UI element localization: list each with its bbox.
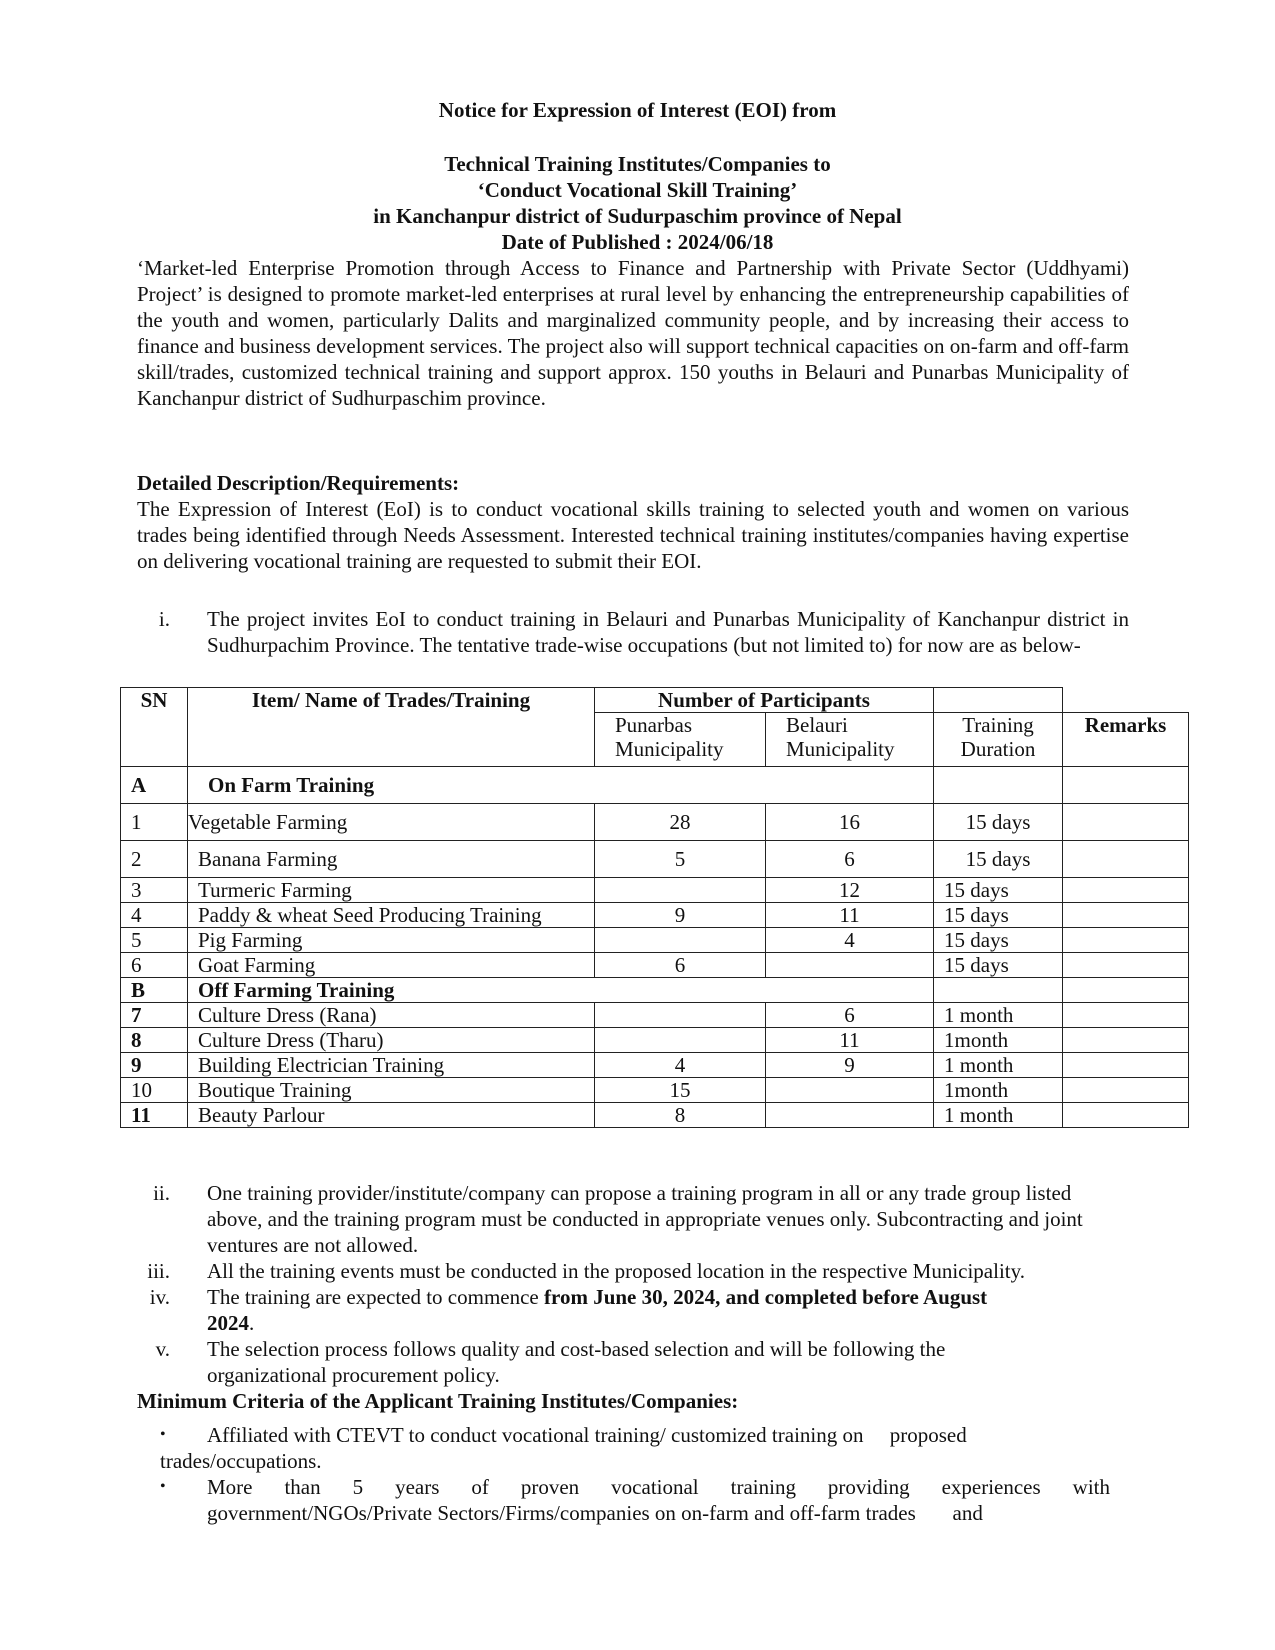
- cell-punarbas: [595, 1003, 766, 1028]
- cell-empty: [1063, 767, 1189, 804]
- cell-punarbas: 8: [595, 1103, 766, 1128]
- section-label: On Farm Training: [188, 767, 934, 804]
- section-sn: B: [121, 978, 188, 1003]
- cell-item: Culture Dress (Tharu): [188, 1028, 595, 1053]
- cell-sn: 7: [121, 1003, 188, 1028]
- cell-remarks: [1063, 1003, 1189, 1028]
- cell-belauri: 11: [766, 903, 934, 928]
- point-text-end: .: [249, 1311, 255, 1335]
- bullet-icon: •: [160, 1426, 166, 1443]
- cell-remarks: [1063, 878, 1189, 903]
- section-row-a: [121, 767, 1189, 804]
- cell-item: Turmeric Farming: [188, 878, 595, 903]
- cell-sn: 9: [121, 1053, 188, 1078]
- intro-paragraph: ‘Market-led Enterprise Promotion through Access to Finance and Partnership with Private Sector (Uddhyami) Project’ is designed to promote market-led enterprises at rural level by enhancing the entrepreneurship capabilities of the youth and women, particularly Dalits and marginalized community people, and by increasing their access to finance and business development services. The project also will support technical capacities on on-farm and off-farm skill/trades, customized technical training and support approx. 150 youths in Belauri and Punarbas Municipality of Kanchanpur district of Sudhurpaschim province.: [137, 256, 1129, 410]
- point-text: The project invites EoI to conduct training in Belauri and Punarbas Municipality of Kanchanpur district in Sudhurpachim Province. The tentative trade-wise occupations (but not limited to) for now are as below-: [207, 607, 1129, 657]
- cell-sn: 4: [121, 903, 188, 928]
- header-belauri: Belauri Municipality: [766, 713, 934, 767]
- notice-title: Notice for Expression of Interest (EOI) from: [438, 98, 837, 122]
- cell-belauri: [766, 1103, 934, 1128]
- cell-punarbas: 4: [595, 1053, 766, 1078]
- cell-duration: 15 days: [934, 841, 1063, 878]
- cell-belauri: 6: [766, 1003, 934, 1028]
- cell-belauri: 16: [766, 804, 934, 841]
- table-row: [121, 1028, 1189, 1053]
- detailed-heading: Detailed Description/Requirements:: [137, 471, 460, 495]
- criteria-line: trades/occupations.: [160, 1449, 322, 1473]
- section-sn: A: [121, 767, 188, 804]
- cell-item: Goat Farming: [188, 953, 595, 978]
- cell-remarks: [1063, 1028, 1189, 1053]
- point-text: [207, 1284, 1027, 1336]
- header-blank: [934, 688, 1063, 713]
- cell-belauri: [766, 1078, 934, 1103]
- cell-duration: 1 month: [934, 1053, 1063, 1078]
- cell-item: Vegetable Farming: [188, 804, 595, 841]
- criteria-line: Affiliated with CTEVT to conduct vocational training/ customized training on proposed: [207, 1423, 967, 1447]
- bullet-icon: •: [160, 1478, 166, 1495]
- cell-remarks: [1063, 1053, 1189, 1078]
- cell-sn: 3: [121, 878, 188, 903]
- cell-remarks: [1063, 1103, 1189, 1128]
- criteria-line: government/NGOs/Private Sectors/Firms/companies on on-farm and off-farm trades and: [207, 1501, 983, 1525]
- cell-duration: 1month: [934, 1078, 1063, 1103]
- cell-item: Boutique Training: [188, 1078, 595, 1103]
- cell-remarks: [1063, 903, 1189, 928]
- section-row-b: [121, 978, 1189, 1003]
- cell-duration: 15 days: [934, 928, 1063, 953]
- header-duration: Training Duration: [934, 713, 1063, 767]
- header-empty: [1063, 688, 1189, 713]
- table-row: [121, 804, 1189, 841]
- cell-belauri: 4: [766, 928, 934, 953]
- cell-empty: [1063, 978, 1189, 1003]
- point-text: All the training events must be conducted in the proposed location in the respective Municipality.: [207, 1259, 1026, 1283]
- notice-subtitle-training: ‘Conduct Vocational Skill Training’: [477, 178, 798, 202]
- cell-belauri: 11: [766, 1028, 934, 1053]
- cell-duration: 1 month: [934, 1003, 1063, 1028]
- cell-item: Paddy & wheat Seed Producing Training: [188, 903, 595, 928]
- point-number: iii.: [147, 1259, 170, 1283]
- cell-item: Pig Farming: [188, 928, 595, 953]
- cell-empty: [934, 767, 1063, 804]
- cell-punarbas: [595, 928, 766, 953]
- table-row: [121, 1103, 1189, 1128]
- header-item: Item/ Name of Trades/Training: [188, 688, 595, 767]
- cell-remarks: [1063, 953, 1189, 978]
- cell-sn: 2: [121, 841, 188, 878]
- cell-duration: 15 days: [934, 878, 1063, 903]
- table-row: [121, 1003, 1189, 1028]
- cell-item: Culture Dress (Rana): [188, 1003, 595, 1028]
- criteria-heading: Minimum Criteria of the Applicant Training Institutes/Companies:: [137, 1389, 739, 1413]
- cell-belauri: 9: [766, 1053, 934, 1078]
- table-row: [121, 953, 1189, 978]
- cell-item: Banana Farming: [188, 841, 595, 878]
- cell-item: Beauty Parlour: [188, 1103, 595, 1128]
- cell-duration: 15 days: [934, 953, 1063, 978]
- cell-punarbas: [595, 878, 766, 903]
- cell-belauri: [766, 953, 934, 978]
- cell-duration: 15 days: [934, 903, 1063, 928]
- cell-remarks: [1063, 841, 1189, 878]
- cell-sn: 10: [121, 1078, 188, 1103]
- cell-punarbas: [595, 1028, 766, 1053]
- table-row: [121, 1053, 1189, 1078]
- cell-belauri: 12: [766, 878, 934, 903]
- cell-remarks: [1063, 1078, 1189, 1103]
- header-sn: SN: [121, 688, 188, 767]
- section-label: Off Farming Training: [188, 978, 934, 1003]
- cell-sn: 1: [121, 804, 188, 841]
- cell-punarbas: 5: [595, 841, 766, 878]
- cell-duration: 15 days: [934, 804, 1063, 841]
- point-number: iv.: [149, 1285, 170, 1309]
- point-text: The selection process follows quality and cost-based selection and will be following the organizational procurement policy.: [207, 1337, 946, 1387]
- cell-sn: 8: [121, 1028, 188, 1053]
- criteria-line: More than 5 years of proven vocational training providing experiences with: [207, 1475, 1110, 1499]
- header-remarks: Remarks: [1063, 713, 1189, 767]
- cell-empty: [934, 978, 1063, 1003]
- cell-sn: 6: [121, 953, 188, 978]
- cell-punarbas: 6: [595, 953, 766, 978]
- point-number: i.: [158, 607, 170, 631]
- cell-punarbas: 9: [595, 903, 766, 928]
- point-number: v.: [155, 1337, 170, 1361]
- cell-remarks: [1063, 928, 1189, 953]
- point-text-plain: The training are expected to commence: [207, 1285, 545, 1309]
- table-row: [121, 903, 1189, 928]
- cell-remarks: [1063, 804, 1189, 841]
- notice-subtitle: Technical Training Institutes/Companies to: [444, 152, 831, 176]
- header-participants: Number of Participants: [595, 688, 934, 713]
- table-row: [121, 1078, 1189, 1103]
- publish-date: Date of Published : 2024/06/18: [501, 230, 774, 254]
- cell-item: Building Electrician Training: [188, 1053, 595, 1078]
- cell-sn: 5: [121, 928, 188, 953]
- notice-subtitle-location: in Kanchanpur district of Sudurpaschim province of Nepal: [373, 204, 902, 228]
- point-text-bold: from June 30, 2024, and completed before August 2024: [207, 1285, 988, 1335]
- cell-duration: 1 month: [934, 1103, 1063, 1128]
- table-row: [121, 841, 1189, 878]
- trades-table: [120, 687, 1189, 1128]
- table-header-row: [121, 688, 1189, 713]
- cell-punarbas: 15: [595, 1078, 766, 1103]
- cell-sn: 11: [121, 1103, 188, 1128]
- table-row: [121, 878, 1189, 903]
- table-row: [121, 928, 1189, 953]
- cell-punarbas: 28: [595, 804, 766, 841]
- cell-belauri: 6: [766, 841, 934, 878]
- point-number: ii.: [153, 1181, 170, 1205]
- cell-duration: 1month: [934, 1028, 1063, 1053]
- detailed-paragraph: The Expression of Interest (EoI) is to conduct vocational skills training to selected youth and women on various trades being identified through Needs Assessment. Interested technical training institutes/companies having expertise on delivering vocational training are requested to submit their EOI.: [137, 497, 1129, 573]
- header-punarbas: Punarbas Municipality: [595, 713, 766, 767]
- point-text: One training provider/institute/company can propose a training program in all or any trade group listed above, and the training program must be conducted in appropriate venues only. Subcontracting and joint ventures are not allowed.: [207, 1181, 1083, 1257]
